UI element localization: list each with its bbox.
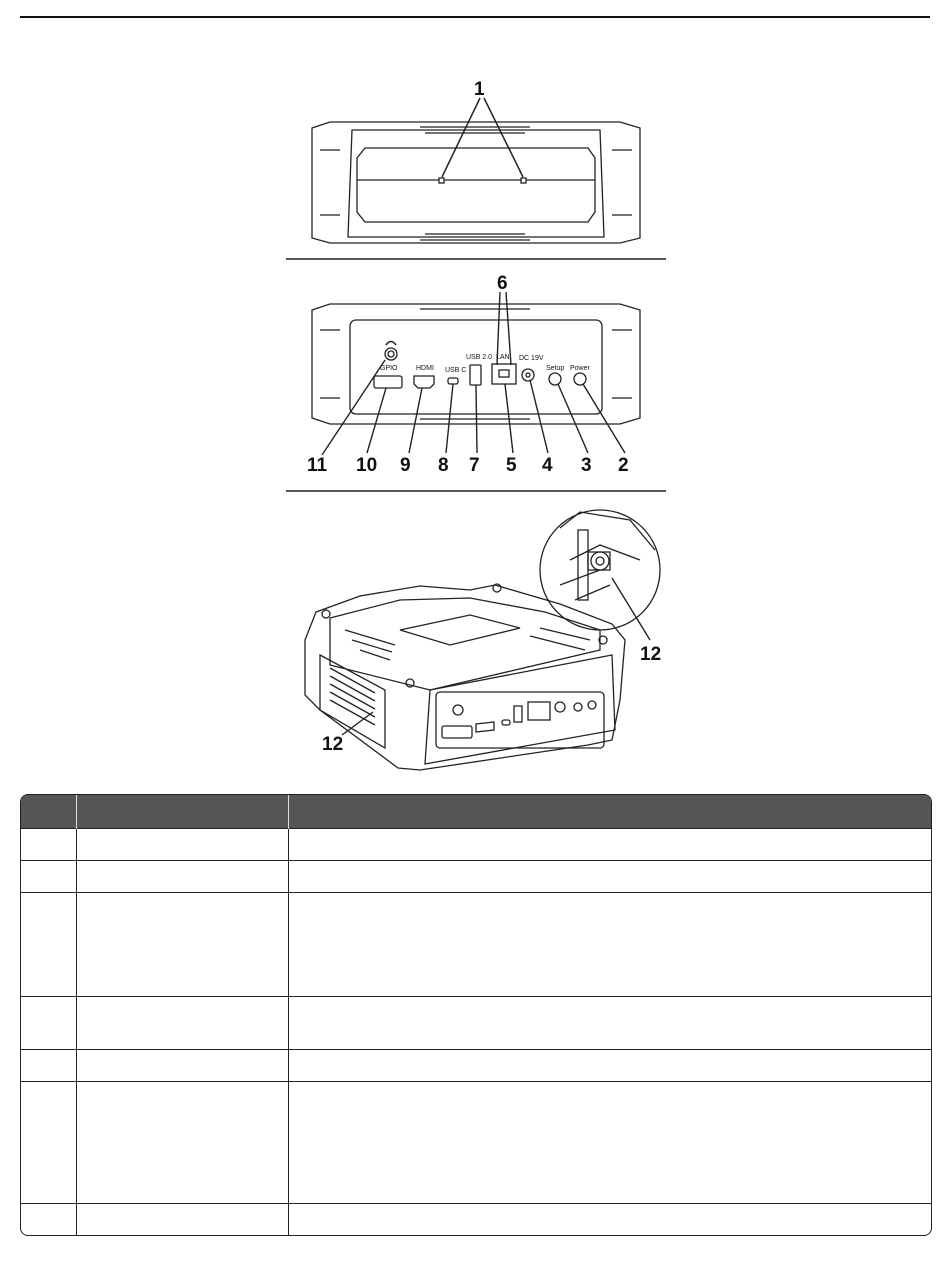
callout-4: 4 (542, 455, 553, 476)
header-number (21, 795, 76, 829)
front-view (312, 122, 640, 243)
callout-7: 7 (469, 455, 480, 476)
table-row (21, 861, 931, 893)
parts-table (20, 794, 932, 1236)
table-row (21, 1082, 931, 1204)
callout-8: 8 (438, 455, 449, 476)
callout-5: 5 (506, 455, 517, 476)
label-gpio: GPIO (380, 365, 398, 372)
callout-2: 2 (618, 455, 629, 476)
label-hdmi: HDMI (416, 365, 434, 372)
callout-11: 11 (307, 455, 328, 476)
label-dc: DC 19V (519, 355, 544, 362)
header-description (288, 795, 931, 829)
callout-12-side: 12 (322, 734, 344, 755)
callout-9: 9 (400, 455, 411, 476)
label-usb-c: USB C (445, 367, 467, 374)
callout-6: 6 (497, 273, 508, 294)
callout-3: 3 (581, 455, 592, 476)
callout-1-leaders (442, 98, 523, 177)
label-power: Power (570, 365, 590, 372)
label-lan: LAN (496, 354, 510, 361)
label-usb-2: USB 2.0 (466, 354, 493, 361)
header-part (76, 795, 288, 829)
table-header-row (21, 795, 931, 829)
callout-12-antenna: 12 (640, 644, 662, 665)
table-row (21, 997, 931, 1050)
table-row (21, 1050, 931, 1082)
callout-10: 10 (356, 455, 378, 476)
table-row (21, 1204, 931, 1236)
label-setup: Setup (546, 365, 565, 372)
isometric-view (305, 584, 625, 770)
antenna-detail-inset (540, 510, 660, 630)
table-row (21, 829, 931, 861)
table-row (21, 893, 931, 997)
callout-1: 1 (474, 79, 485, 100)
